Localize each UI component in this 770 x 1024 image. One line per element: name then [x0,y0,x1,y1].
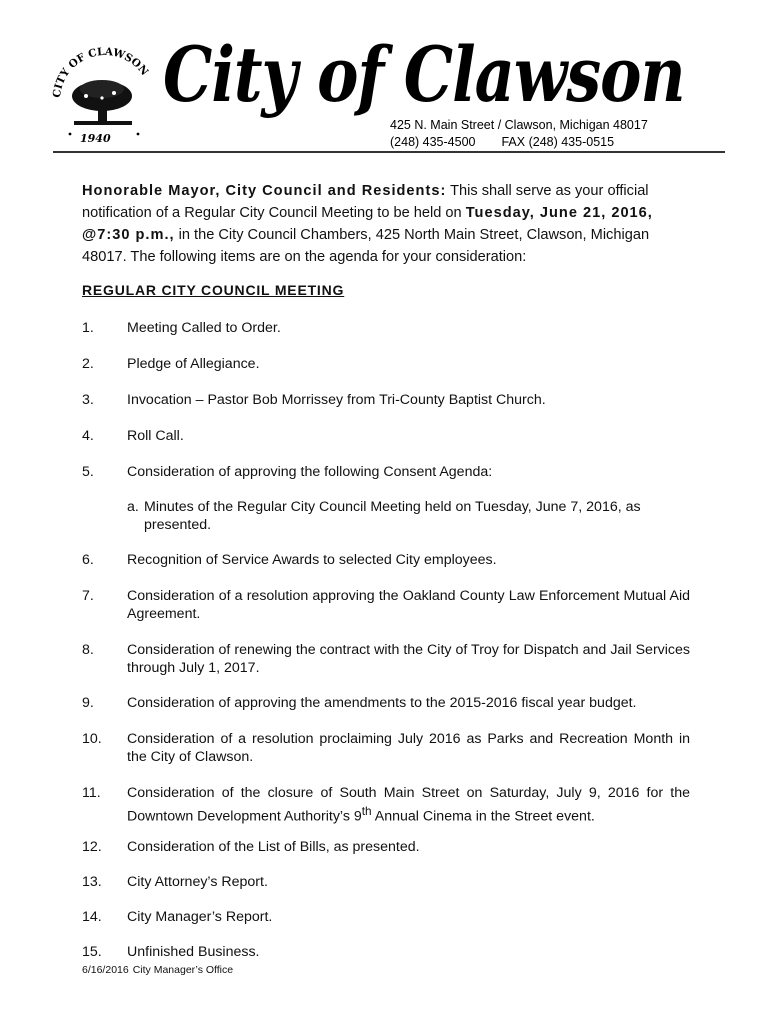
contact-line [390,134,648,151]
agenda-item [82,873,690,891]
item-text-part-a: Consideration of the closure of South Main Street on Saturday, July 9, 2016 for the Downtown Development Authority’s 9 [127,785,690,825]
seal-top-text: CITY OF CLAWSON [50,45,151,99]
city-logo-wordmark: City of Clawson [163,30,685,120]
item-number: 8. [82,642,94,658]
item-text: Unfinished Business. [127,944,260,960]
meeting-time: @7:30 p.m., [82,227,175,243]
item-number: 14. [82,909,102,925]
item-text: Roll Call. [127,428,184,444]
item-number: 1. [82,320,94,336]
agenda-item [82,784,690,826]
consent-agenda-item [127,498,690,534]
item-number: 9. [82,695,94,711]
item-number: 4. [82,428,94,444]
intro-text-1: This shall serve as your official notification of a Regular City Council Meeting to be held on [82,183,649,221]
agenda-item [82,319,690,337]
item-text: Consideration of a resolution approving the Oakland County Law Enforcement Mutual Aid Agreement. [127,588,690,622]
item-number: 12. [82,839,102,855]
agenda-item [82,641,690,677]
item-text: Invocation – Pastor Bob Morrissey from Tri-County Baptist Church. [127,392,546,408]
phone-number: (248) 435-4500 [390,135,476,149]
agenda-item [82,730,690,766]
intro-text-2: in the City Council Chambers, 425 North Main Street, Clawson, Michigan 48017. The following items are on the agenda for your consideration: [82,227,650,265]
meeting-date: Tuesday, June 21, 2016, [465,205,653,221]
agenda-item [82,355,690,373]
item-number: 3. [82,392,94,408]
item-text: Consideration of renewing the contract with the City of Troy for Dispatch and Jail Services through July 1, 2017. [127,642,690,676]
sub-item-letter: a. [127,499,139,515]
fax-number: FAX (248) 435-0515 [501,135,615,149]
agenda-item [82,551,690,569]
agenda-item [82,908,690,926]
item-number: 2. [82,356,94,372]
footer-date: 6/16/2016 [82,964,129,976]
seal-year: 1940 [80,132,111,145]
item-number: 6. [82,552,94,568]
section-title: REGULAR CITY COUNCIL MEETING [82,282,345,298]
city-seal [46,38,164,148]
intro-paragraph [82,180,692,268]
letterhead-address [390,117,648,151]
item-text: Consideration of approving the following Consent Agenda: [127,464,493,480]
footer-office: City Manager’s Office [132,964,234,976]
agenda-item [82,943,690,961]
item-number: 13. [82,874,102,890]
salutation: Honorable Mayor, City Council and Residents: [82,183,447,199]
item-number: 11. [82,785,101,801]
item-text: Consideration of a resolution proclaiming July 2016 as Parks and Recreation Month in the City of Clawson. [127,731,690,765]
item-number: 7. [82,588,94,604]
item-number: 15. [82,944,102,960]
agenda-item [82,427,690,445]
item-text: Meeting Called to Order. [127,320,281,336]
item-text: Pledge of Allegiance. [127,356,260,372]
ordinal-suffix: th [361,804,372,818]
letterhead-divider [53,151,725,153]
agenda-item [82,838,690,856]
agenda-item [82,463,690,481]
item-text: City Attorney’s Report. [127,874,268,890]
item-text [127,784,690,826]
item-text: Recognition of Service Awards to selected City employees. [127,552,497,568]
agenda-item [82,587,690,623]
agenda-item [82,694,690,712]
item-text: City Manager’s Report. [127,909,273,925]
item-text-part-b: Annual Cinema in the Street event. [371,808,595,825]
page-footer [82,964,233,976]
agenda-item [82,391,690,409]
item-number: 5. [82,464,94,480]
item-number: 10. [82,731,102,747]
sub-item-text: Minutes of the Regular City Council Meeting held on Tuesday, June 7, 2016, as presented. [144,499,641,533]
address-line: 425 N. Main Street / Clawson, Michigan 48017 [390,118,648,132]
item-text: Consideration of approving the amendments to the 2015-2016 fiscal year budget. [127,695,637,711]
item-text: Consideration of the List of Bills, as presented. [127,839,420,855]
